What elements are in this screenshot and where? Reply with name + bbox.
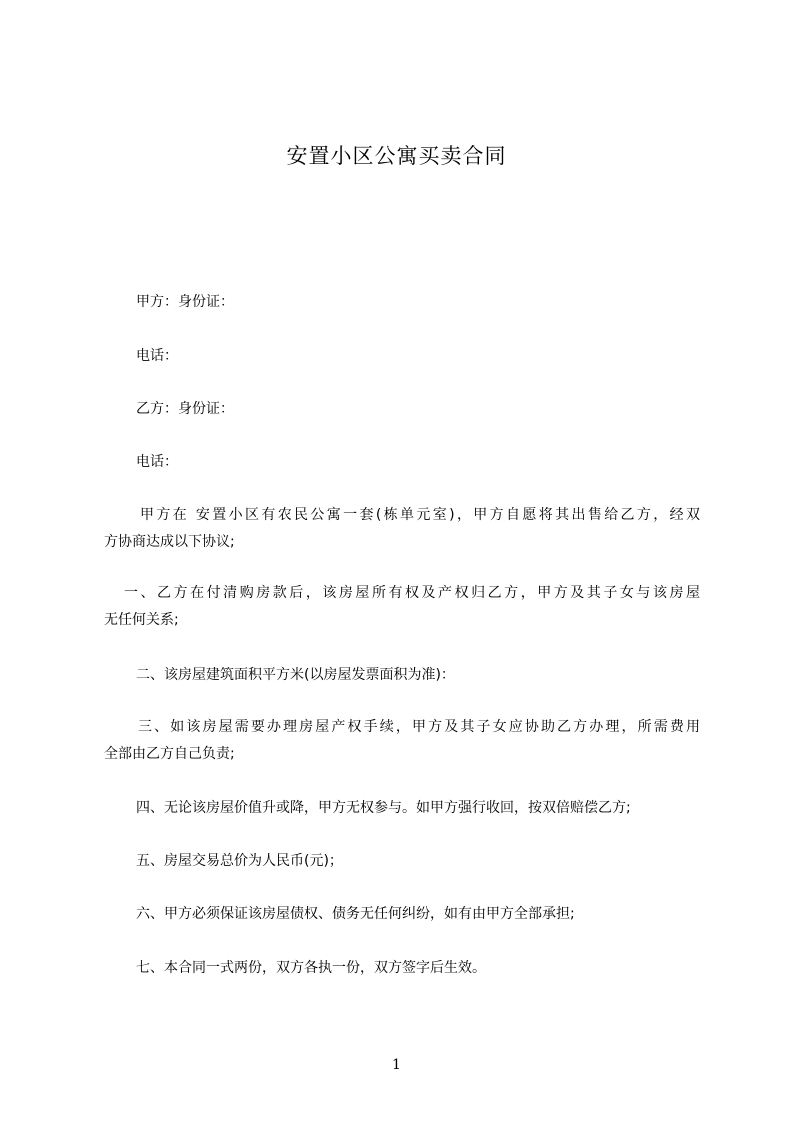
party-b-id-line: 乙方：身份证： [136,401,234,417]
clause-2: 二、该房屋建筑面积平方米(以房屋发票面积为准)： [136,667,455,683]
page-number: 1 [392,1057,401,1073]
party-a-phone-line: 电话： [136,348,178,364]
party-b-phone-line: 电话： [136,454,178,470]
clause-3-line-1: 三、如该房屋需要办理房屋产权手续，甲方及其子女应协助乙方办理，所需费用 [138,719,700,735]
clause-3-line-2: 全部由乙方自己负责; [104,746,235,762]
intro-line-1: 甲方在 安置小区有农民公寓一套(栋单元室)，甲方自愿将其出售给乙方，经双 [140,507,700,523]
clause-7: 七、本合同一式两份，双方各执一份，双方签字后生效。 [136,960,486,976]
intro-paragraph [104,502,700,556]
clause-6: 六、甲方必须保证该房屋债权、债务无任何纠纷，如有由甲方全部承担; [136,906,575,922]
clause-4: 四、无论该房屋价值升或降，甲方无权参与。如甲方强行收回，按双倍赔偿乙方; [136,800,631,816]
clause-1-line-2: 无任何关系; [104,612,179,628]
party-a-id-line: 甲方：身份证： [136,294,234,310]
clause-1-line-1: 一、乙方在付清购房款后，该房屋所有权及产权归乙方，甲方及其子女与该房屋 [124,585,700,601]
intro-line-2: 方协商达成以下协议; [104,534,235,550]
page-title: 安置小区公寓买卖合同 [286,144,507,168]
clause-3-paragraph [104,714,700,768]
clause-1-paragraph [104,580,700,634]
clause-5: 五、房屋交易总价为人民币(元)； [136,853,343,869]
